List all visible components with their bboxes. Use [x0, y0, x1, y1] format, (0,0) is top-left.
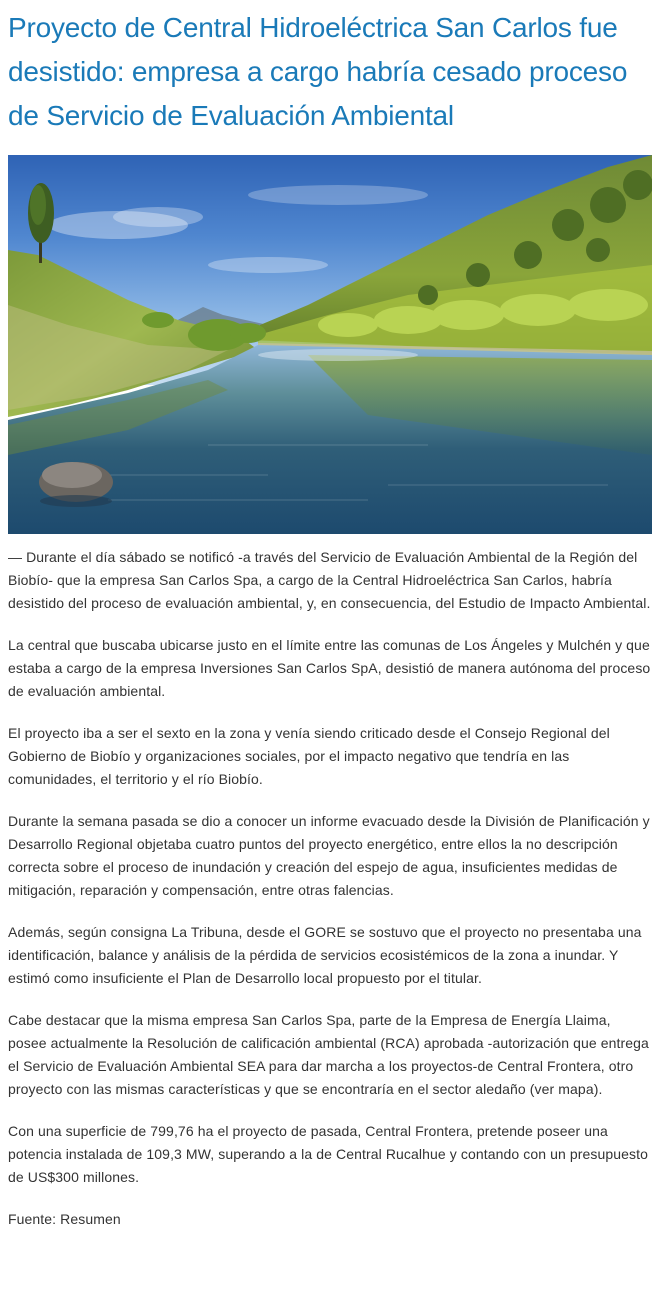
article-paragraph: Durante la semana pasada se dio a conocer un informe evacuado desde la División de Planificación y Desarrollo Regional objetaba cuatro puntos del proyecto energético, entre ellos la no descripción correcta sobre el proceso de inundación y creación del espejo de agua, insuficientes medidas de mitigación, reparación y compensación, entre otras falencias. [8, 813, 650, 898]
river-valley-photo [8, 155, 652, 534]
article-paragraph: Además, según consigna La Tribuna, desde el GORE se sostuvo que el proyecto no presentaba una identificación, balance y análisis de la pérdida de servicios ecosistémicos de la zona a inundar. Y estimó como insuficiente el Plan de Desarrollo local propuesto por el titular. [8, 924, 642, 986]
article-body [8, 546, 652, 1231]
article-paragraph: Cabe destacar que la misma empresa San Carlos Spa, parte de la Empresa de Energía Llaima, posee actualmente la Resolución de calificación ambiental (RCA) aprobada -autorización que entrega el Servicio de Evaluación Ambiental SEA para dar marcha a los proyectos-de Central Frontera, otro proyecto con las mismas características y que se encontraría en el sector aledaño (ver mapa). [8, 1012, 649, 1097]
article-paragraph: — Durante el día sábado se notificó -a través del Servicio de Evaluación Ambiental de la Región del Biobío- que la empresa San Carlos Spa, a cargo de la Central Hidroeléctrica San Carlos, habría desistido del proceso de evaluación ambiental, y, en consecuencia, del Estudio de Impacto Ambiental. [8, 549, 651, 611]
article [8, 0, 652, 1231]
article-source: Fuente: Resumen [8, 1211, 121, 1227]
article-paragraph: Con una superficie de 799,76 ha el proyecto de pasada, Central Frontera, pretende poseer una potencia instalada de 109,3 MW, superando a la de Central Rucalhue y contando con un presupuesto de US$300 millones. [8, 1123, 649, 1185]
article-title: Proyecto de Central Hidroeléctrica San Carlos fue desistido: empresa a cargo habría cesado proceso de Servicio de Evaluación Ambiental [8, 12, 628, 131]
article-paragraph: La central que buscaba ubicarse justo en el límite entre las comunas de Los Ángeles y Mulchén y que estaba a cargo de la empresa Inversiones San Carlos SpA, desistió de manera autónoma del proceso de evaluación ambiental. [8, 637, 651, 699]
article-paragraph: El proyecto iba a ser el sexto en la zona y venía siendo criticado desde el Consejo Regional del Gobierno de Biobío y organizaciones sociales, por el impacto negativo que tendría en las comunidades, el territorio y el río Biobío. [8, 725, 610, 787]
article-image [8, 155, 652, 534]
